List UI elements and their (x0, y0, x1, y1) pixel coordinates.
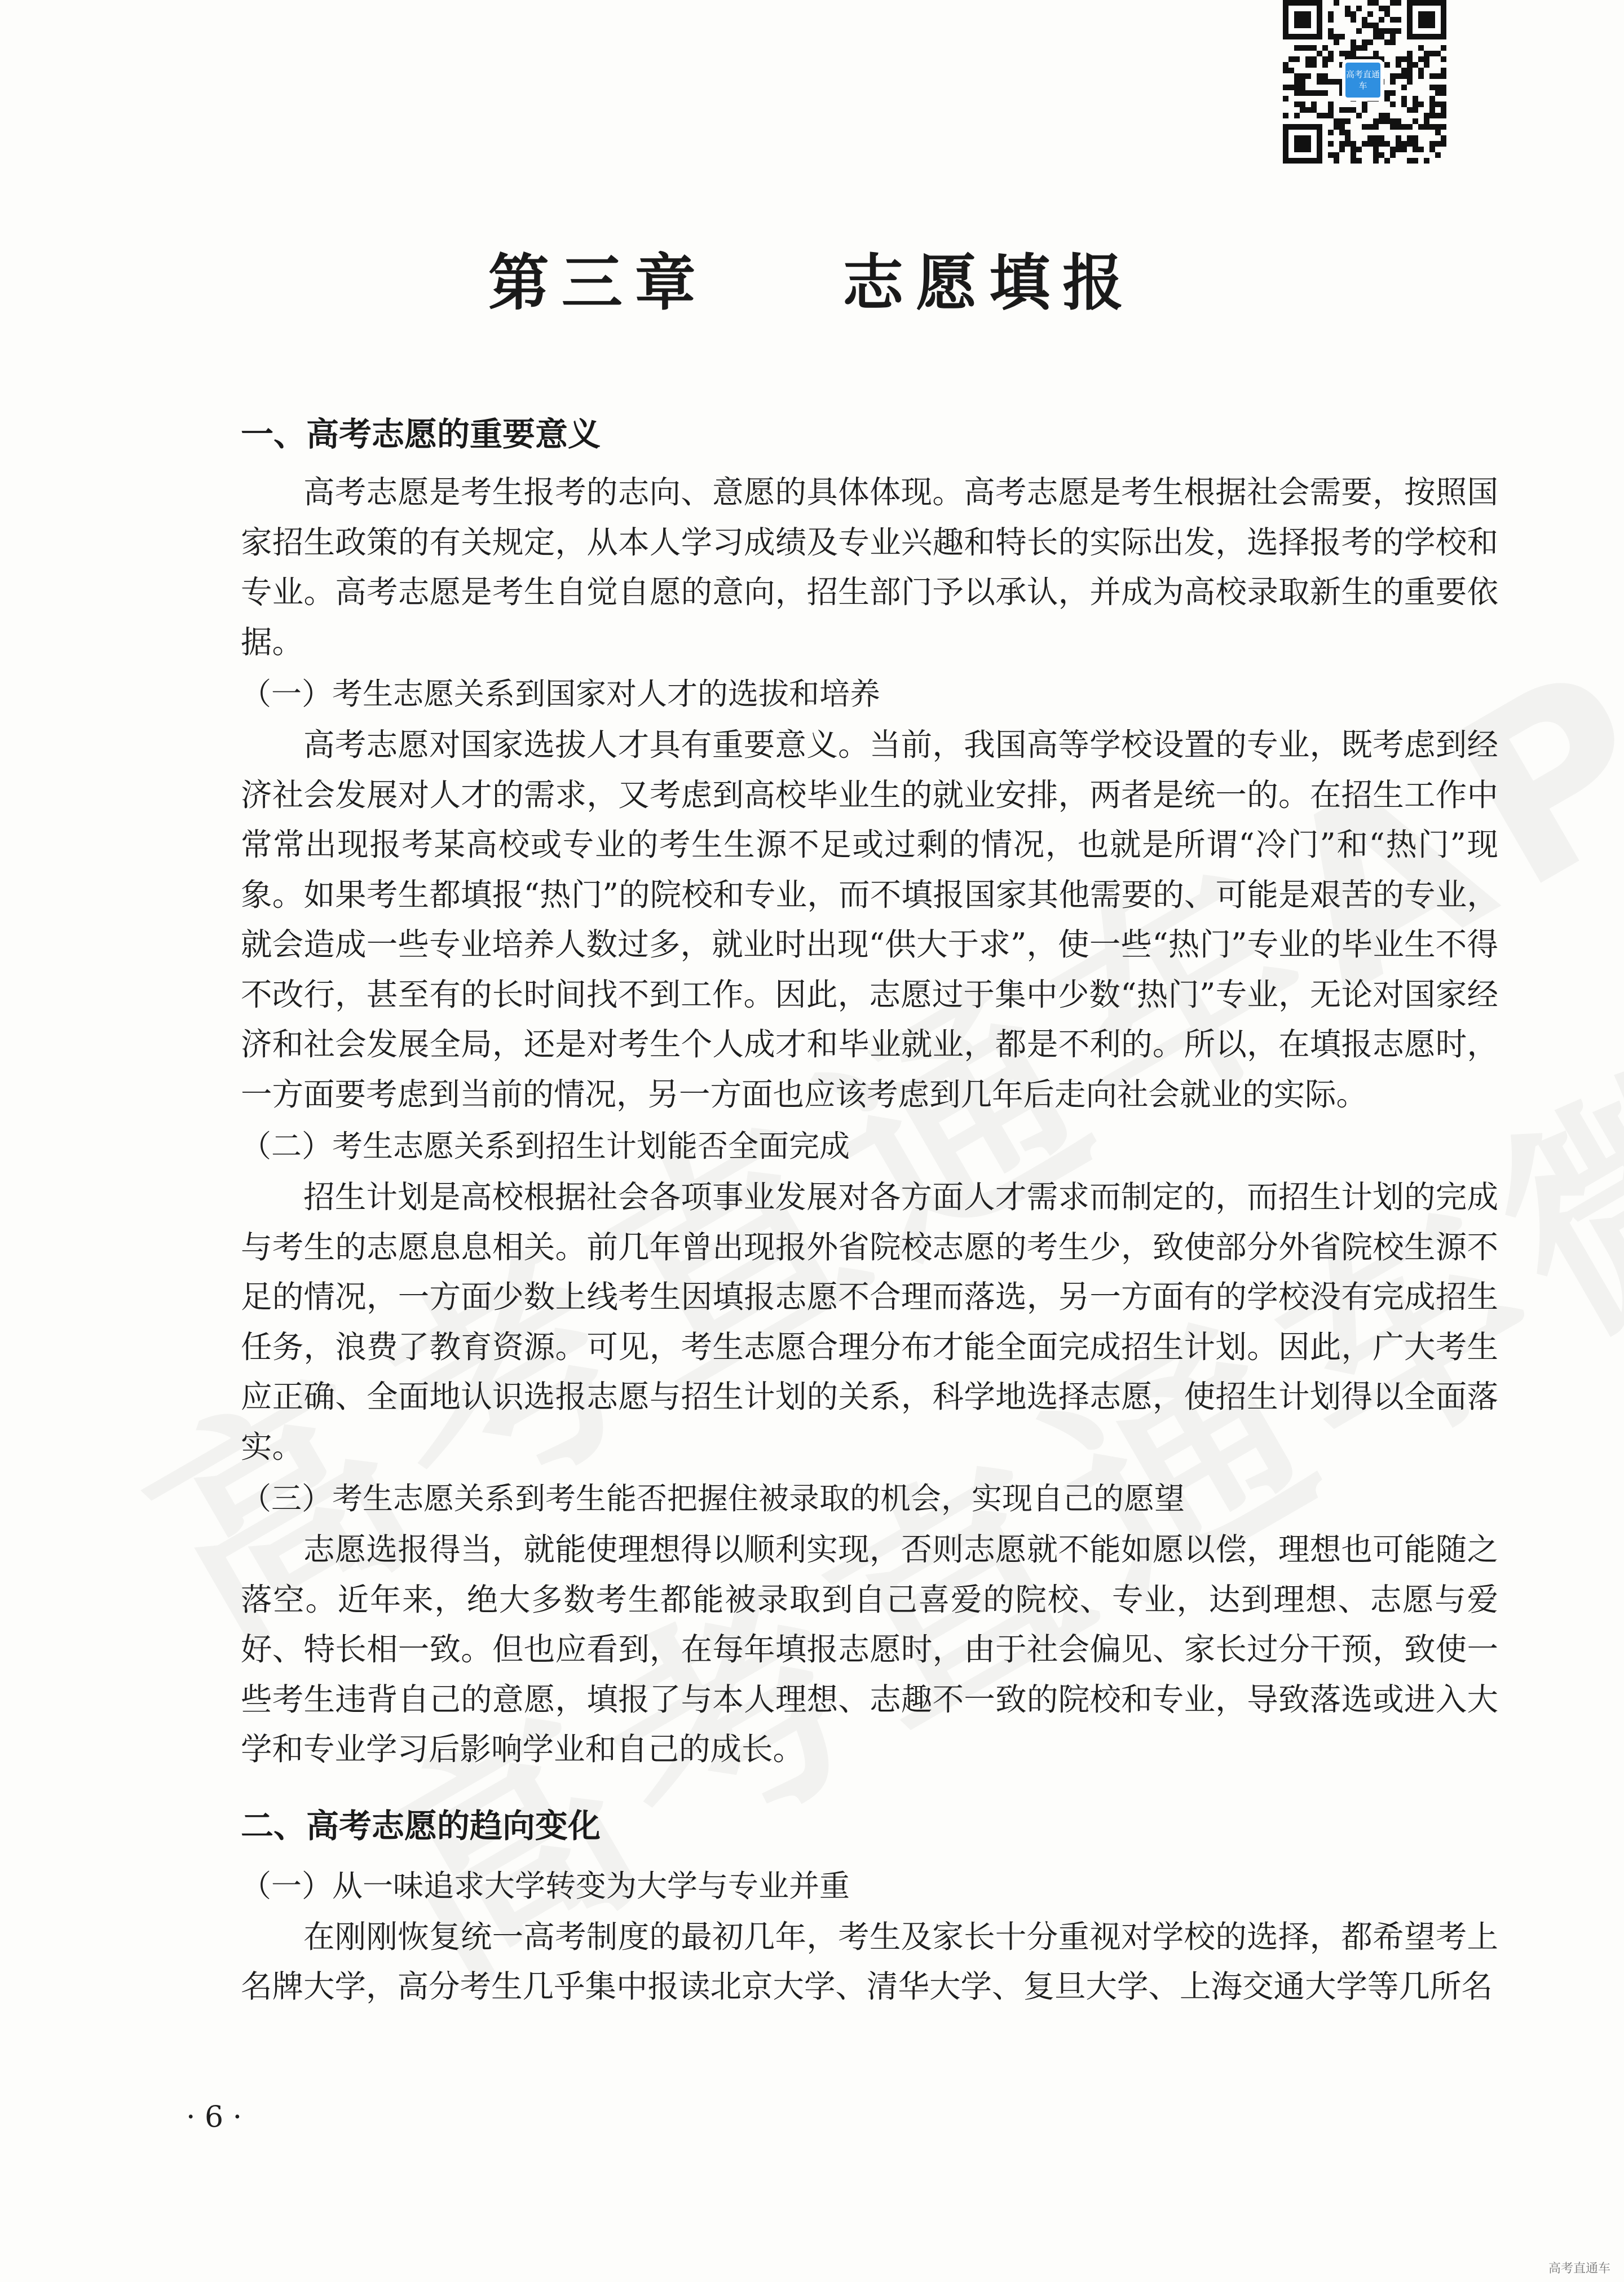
page-number: · 6 · (186, 2100, 242, 2134)
chapter-title: 第三章 志愿填报 (488, 248, 1136, 319)
document-body (241, 406, 1498, 2012)
qr-logo-badge (1342, 59, 1384, 101)
qr-logo-text: 高考直通车 (1345, 69, 1380, 91)
subsection-1-2-body: 招生计划是高校根据社会各项事业发展对各方面人才需求而制定的，而招生计划的完成与考生的志愿息息相关。前几年曾出现报外省院校志愿的考生少，致使部分外省院校生源不足的情况，一方面少数上线考生因填报志愿不合理而落选，另一方面有的学校没有完成招生任务，浪费了教育资源。可见，考生志愿合理分布才能全面完成招生计划。因此，广大考生应正确、全面地认识选报志愿与招生计划的关系，科学地选择志愿，使招生计划得以全面落实。 (241, 1179, 1498, 1466)
qr-code (1280, 0, 1449, 164)
subsection-1-1-body: 高考志愿对国家选拔人才具有重要意义。当前，我国高等学校设置的专业，既考虑到经济社会发展对人才的需求，又考虑到高校毕业生的就业安排，两者是统一的。在招生工作中常常出现报考某高校或专业的考生生源不足或过剩的情况，也就是所谓“冷门”和“热门”现象。如果考生都填报“热门”的院校和专业，而不填报国家其他需要的、可能是艰苦的专业，就会造成一些专业培养人数过多，就业时出现“供大于求”，使一些“热门”专业的毕业生不得不改行，甚至有的长时间找不到工作。因此，志愿过于集中少数“热门”专业，无论对国家经济和社会发展全局，还是对考生个人成才和毕业就业，都是不利的。所以，在填报志愿时，一方面要考虑到当前的情况，另一方面也应该考虑到几年后走向社会就业的实际。 (241, 727, 1498, 1113)
subsection-heading-1-2: （二）考生志愿关系到招生计划能否全面完成 (241, 1128, 850, 1164)
section-1-intro: 高考志愿是考生报考的志向、意愿的具体体现。高考志愿是考生根据社会需要，按照国家招生政策的有关规定，从本人学习成绩及专业兴趣和特长的实际出发，选择报考的学校和专业。高考志愿是考生自觉自愿的意向，招生部门予以承认，并成为高校录取新生的重要依据。 (241, 474, 1498, 661)
subsection-1-3-body: 志愿选报得当，就能使理想得以顺利实现，否则志愿就不能如愿以偿，理想也可能随之落空。近年来，绝大多数考生都能被录取到自己喜爱的院校、专业，达到理想、志愿与爱好、特长相一致。但也应看到，在每年填报志愿时，由于社会偏见、家长过分干预，致使一些考生违背自己的意愿，填报了与本人理想、志趣不一致的院校和专业，导致落选或进入大学和专业学习后影响学业和自己的成长。 (241, 1531, 1498, 1768)
subsection-2-1-body: 在刚刚恢复统一高考制度的最初几年，考生及家长十分重视对学校的选择，都希望考上名牌大学，高分考生几乎集中报读北京大学、清华大学、复旦大学、上海交通大学等几所名 (241, 1918, 1498, 2005)
subsection-heading-1-3: （三）考生志愿关系到考生能否把握住被录取的机会，实现自己的愿望 (241, 1481, 1185, 1516)
subsection-heading-2-1: （一）从一味追求大学转变为大学与专业并重 (241, 1868, 850, 1904)
section-heading-1: 一、高考志愿的重要意义 (241, 415, 601, 453)
subsection-heading-1-1: （一）考生志愿关系到国家对人才的选拔和培养 (241, 676, 880, 712)
section-heading-2: 二、高考志愿的趋向变化 (241, 1806, 601, 1845)
corner-logo-text: 高考直通车 (1548, 2262, 1610, 2276)
